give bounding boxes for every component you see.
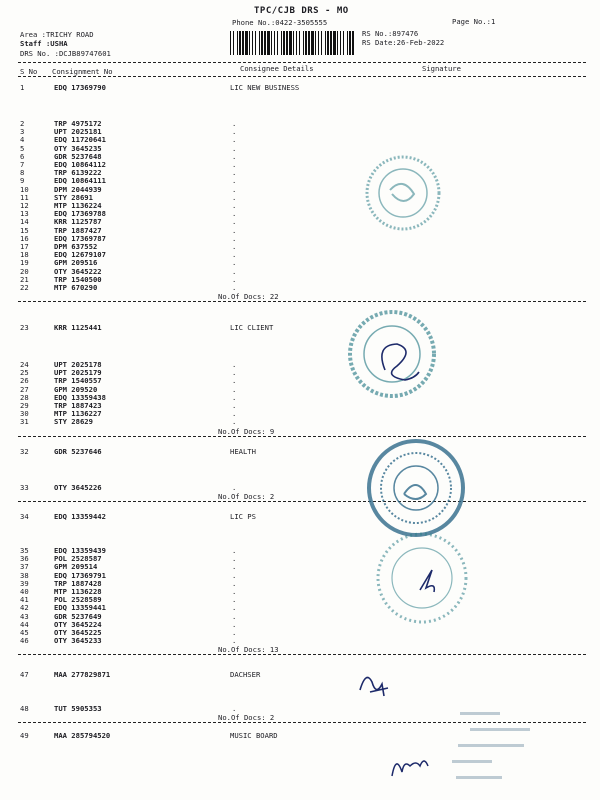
consignee-dot: . xyxy=(232,209,237,219)
serial-number: 7 xyxy=(20,160,25,169)
serial-number: 26 xyxy=(20,376,29,386)
consignee-dot: . xyxy=(232,587,237,596)
consignment-number: GDR 5237646 xyxy=(54,447,102,456)
consignment-number: UPT 2025178 xyxy=(54,360,102,369)
serial-number: 31 xyxy=(20,417,29,427)
consignee-dot: . xyxy=(232,127,237,137)
consignee-dot: . xyxy=(232,401,237,410)
serial-number: 33 xyxy=(20,483,29,492)
serial-number: 14 xyxy=(20,217,29,227)
serial-number: 2 xyxy=(20,119,25,128)
consignee-dot: . xyxy=(232,384,237,394)
seal-stamp-1 xyxy=(367,157,439,229)
serial-number: 34 xyxy=(20,512,29,521)
serial-number: 48 xyxy=(20,704,29,713)
consignee-name: HEALTH xyxy=(230,447,256,456)
consignee-dot: . xyxy=(232,258,237,268)
consignment-number: OTY 3645226 xyxy=(54,483,102,492)
consignee-dot: . xyxy=(232,135,237,145)
serial-number: 9 xyxy=(20,176,25,186)
docs-count: No.Of Docs: 2 xyxy=(218,492,275,502)
consignment-number: STY 28691 xyxy=(54,192,93,202)
consignee-dot: . xyxy=(232,168,237,178)
serial-number: 27 xyxy=(20,384,29,394)
consignee-dot: . xyxy=(232,176,237,186)
consignee-dot: . xyxy=(232,554,237,564)
consignment-number: EDQ 10864111 xyxy=(54,176,106,186)
column-header-signature: Signature xyxy=(422,64,461,73)
consignee-dot: . xyxy=(232,704,237,713)
serial-number: 19 xyxy=(20,258,29,268)
consignee-dot: . xyxy=(232,201,237,210)
consignee-dot: . xyxy=(232,570,237,580)
consignee-dot: . xyxy=(232,546,237,555)
consignment-number: GPM 209520 xyxy=(54,384,98,394)
consignment-number: EDQ 12679107 xyxy=(54,250,106,260)
consignee-dot: . xyxy=(232,603,237,613)
serial-number: 5 xyxy=(20,143,25,153)
consignee-dot: . xyxy=(232,417,237,427)
consignee-dot: . xyxy=(232,619,237,629)
consignment-number: TRP 1540500 xyxy=(54,274,102,284)
consignment-number: DPM 2044939 xyxy=(54,184,102,194)
seal-stamp-4 xyxy=(378,534,466,622)
consignment-number: GDR 5237648 xyxy=(54,151,102,161)
drs-number: DRS No. :DCJB89747601 xyxy=(20,49,111,58)
consignment-number: TRP 4975172 xyxy=(54,119,102,128)
docs-count: No.Of Docs: 13 xyxy=(218,645,279,655)
serial-number: 41 xyxy=(20,595,29,605)
consignment-number: TRP 1887428 xyxy=(54,578,102,588)
phone-number: Phone No.:0422-3505555 xyxy=(232,18,328,27)
serial-number: 46 xyxy=(20,636,29,646)
serial-number: 23 xyxy=(20,323,29,332)
consignee-dot: . xyxy=(232,151,237,161)
consignment-number: KRR 1125441 xyxy=(54,323,102,332)
consignee-dot: . xyxy=(232,217,237,227)
serial-number: 28 xyxy=(20,392,29,402)
consignment-number: TRP 1887427 xyxy=(54,225,102,235)
serial-number: 4 xyxy=(20,135,25,145)
consignment-number: EDQ 11720641 xyxy=(54,135,106,145)
consignee-dot: . xyxy=(232,562,237,572)
consignment-number: UPT 2025179 xyxy=(54,368,102,378)
consignee-dot: . xyxy=(232,409,237,419)
serial-number: 36 xyxy=(20,554,29,564)
serial-number: 30 xyxy=(20,409,29,419)
serial-number: 20 xyxy=(20,266,29,276)
consignment-number: EDQ 13359441 xyxy=(54,603,106,613)
serial-number: 35 xyxy=(20,546,29,555)
page-number: Page No.:1 xyxy=(452,17,496,26)
consignment-number: TRP 6139222 xyxy=(54,168,102,178)
consignee-name: DACHSER xyxy=(230,670,261,679)
serial-number: 12 xyxy=(20,201,29,210)
serial-number: 42 xyxy=(20,603,29,613)
consignment-number: TRP 1540557 xyxy=(54,376,102,386)
seal-stamp-3 xyxy=(369,441,463,535)
serial-number: 24 xyxy=(20,360,29,369)
signature-5 xyxy=(360,678,388,697)
consignee-dot: . xyxy=(232,368,237,378)
serial-number: 3 xyxy=(20,127,25,137)
consignment-number: EDQ 17369790 xyxy=(54,83,106,92)
consignee-dot: . xyxy=(232,628,237,637)
serial-number: 16 xyxy=(20,233,29,243)
rs-date: RS Date:26-Feb-2022 xyxy=(362,38,445,47)
consignee-dot: . xyxy=(232,242,237,251)
consignment-number: MAA 277829871 xyxy=(54,670,111,679)
serial-number: 25 xyxy=(20,368,29,378)
signature-2 xyxy=(382,344,419,380)
consignment-number: POL 2528589 xyxy=(54,595,102,605)
serial-number: 39 xyxy=(20,578,29,588)
consignee-name: MUSIC BOARD xyxy=(230,731,278,740)
consignment-number: KRR 1125787 xyxy=(54,217,102,227)
consignment-number: EDQ 13359439 xyxy=(54,546,106,555)
serial-number: 37 xyxy=(20,562,29,572)
consignment-number: MTP 1136228 xyxy=(54,587,102,596)
signature-4 xyxy=(420,570,434,592)
consignment-number: OTY 3645233 xyxy=(54,636,102,646)
consignment-number: MAA 285794520 xyxy=(54,731,111,740)
consignee-dot: . xyxy=(232,360,237,369)
consignment-number: TUT 5905353 xyxy=(54,704,102,713)
consignment-number: OTY 3645222 xyxy=(54,266,102,276)
serial-number: 1 xyxy=(20,83,25,92)
consignee-dot: . xyxy=(232,274,237,284)
consignee-dot: . xyxy=(232,184,237,194)
serial-number: 8 xyxy=(20,168,25,178)
consignee-dot: . xyxy=(232,611,237,621)
serial-number: 6 xyxy=(20,151,25,161)
consignee-dot: . xyxy=(232,192,237,202)
serial-number: 21 xyxy=(20,274,29,284)
consignee-dot: . xyxy=(232,119,237,128)
serial-number: 32 xyxy=(20,447,29,456)
area-label: Area :TRICHY ROAD xyxy=(20,30,94,39)
consignment-number: MTP 1136224 xyxy=(54,201,102,210)
consignment-number: TRP 1887423 xyxy=(54,401,102,410)
consignee-name: LIC NEW BUSINESS xyxy=(230,83,300,92)
consignee-dot: . xyxy=(232,483,237,492)
consignee-dot: . xyxy=(232,392,237,402)
serial-number: 49 xyxy=(20,731,29,740)
consignment-number: GPM 209514 xyxy=(54,562,98,572)
consignment-number: GDR 5237649 xyxy=(54,611,102,621)
consignment-number: EDQ 10864112 xyxy=(54,160,106,169)
document-title: TPC/CJB DRS - MO xyxy=(254,6,349,16)
serial-number: 40 xyxy=(20,587,29,596)
consignee-dot: . xyxy=(232,376,237,386)
consignee-dot: . xyxy=(232,160,237,169)
serial-number: 13 xyxy=(20,209,29,219)
serial-number: 47 xyxy=(20,670,29,679)
docs-count: No.Of Docs: 2 xyxy=(218,713,275,723)
consignment-number: EDQ 13359442 xyxy=(54,512,106,521)
consignment-number: UPT 2025181 xyxy=(54,127,102,137)
serial-number: 11 xyxy=(20,192,29,202)
serial-number: 38 xyxy=(20,570,29,580)
consignee-dot: . xyxy=(232,225,237,235)
serial-number: 44 xyxy=(20,619,29,629)
consignment-number: OTY 3645235 xyxy=(54,143,102,153)
consignee-dot: . xyxy=(232,636,237,646)
serial-number: 22 xyxy=(20,283,29,292)
column-header-consignment: Consignment No xyxy=(52,67,113,76)
consignment-number: EDQ 13359438 xyxy=(54,392,106,402)
consignment-number: GPM 209516 xyxy=(54,258,98,268)
consignee-dot: . xyxy=(232,250,237,260)
signature-6 xyxy=(392,761,428,776)
consignment-number: MTP 1136227 xyxy=(54,409,102,419)
consignee-dot: . xyxy=(232,266,237,276)
consignment-number: MTP 670290 xyxy=(54,283,98,292)
seal-stamp-2 xyxy=(350,312,434,396)
consignment-number: EDQ 17369788 xyxy=(54,209,106,219)
serial-number: 43 xyxy=(20,611,29,621)
consignment-number: POL 2528587 xyxy=(54,554,102,564)
docs-count: No.Of Docs: 22 xyxy=(218,292,279,302)
consignment-number: EDQ 17369787 xyxy=(54,233,106,243)
docs-count: No.Of Docs: 9 xyxy=(218,426,275,436)
consignee-dot: . xyxy=(232,283,237,292)
serial-number: 15 xyxy=(20,225,29,235)
column-header-consignee: Consignee Details xyxy=(240,64,314,73)
consignment-number: STY 28629 xyxy=(54,417,93,427)
consignee-dot: . xyxy=(232,233,237,243)
consignee-dot: . xyxy=(232,595,237,605)
staff-label: Staff :USHA xyxy=(20,39,68,48)
serial-number: 45 xyxy=(20,628,29,637)
serial-number: 29 xyxy=(20,401,29,410)
consignee-dot: . xyxy=(232,578,237,588)
consignment-number: OTY 3645225 xyxy=(54,628,102,637)
consignee-name: LIC CLIENT xyxy=(230,323,274,332)
consignment-number: DPM 637552 xyxy=(54,242,98,251)
consignee-dot: . xyxy=(232,143,237,153)
consignment-number: OTY 3645224 xyxy=(54,619,102,629)
column-header-sno: S No xyxy=(20,67,38,76)
consignee-name: LIC PS xyxy=(230,512,256,521)
serial-number: 18 xyxy=(20,250,29,260)
consignment-number: EDQ 17369791 xyxy=(54,570,106,580)
rs-number: RS No.:897476 xyxy=(362,29,419,38)
faint-company-stamp xyxy=(452,712,530,779)
serial-number: 10 xyxy=(20,184,29,194)
serial-number: 17 xyxy=(20,242,29,251)
